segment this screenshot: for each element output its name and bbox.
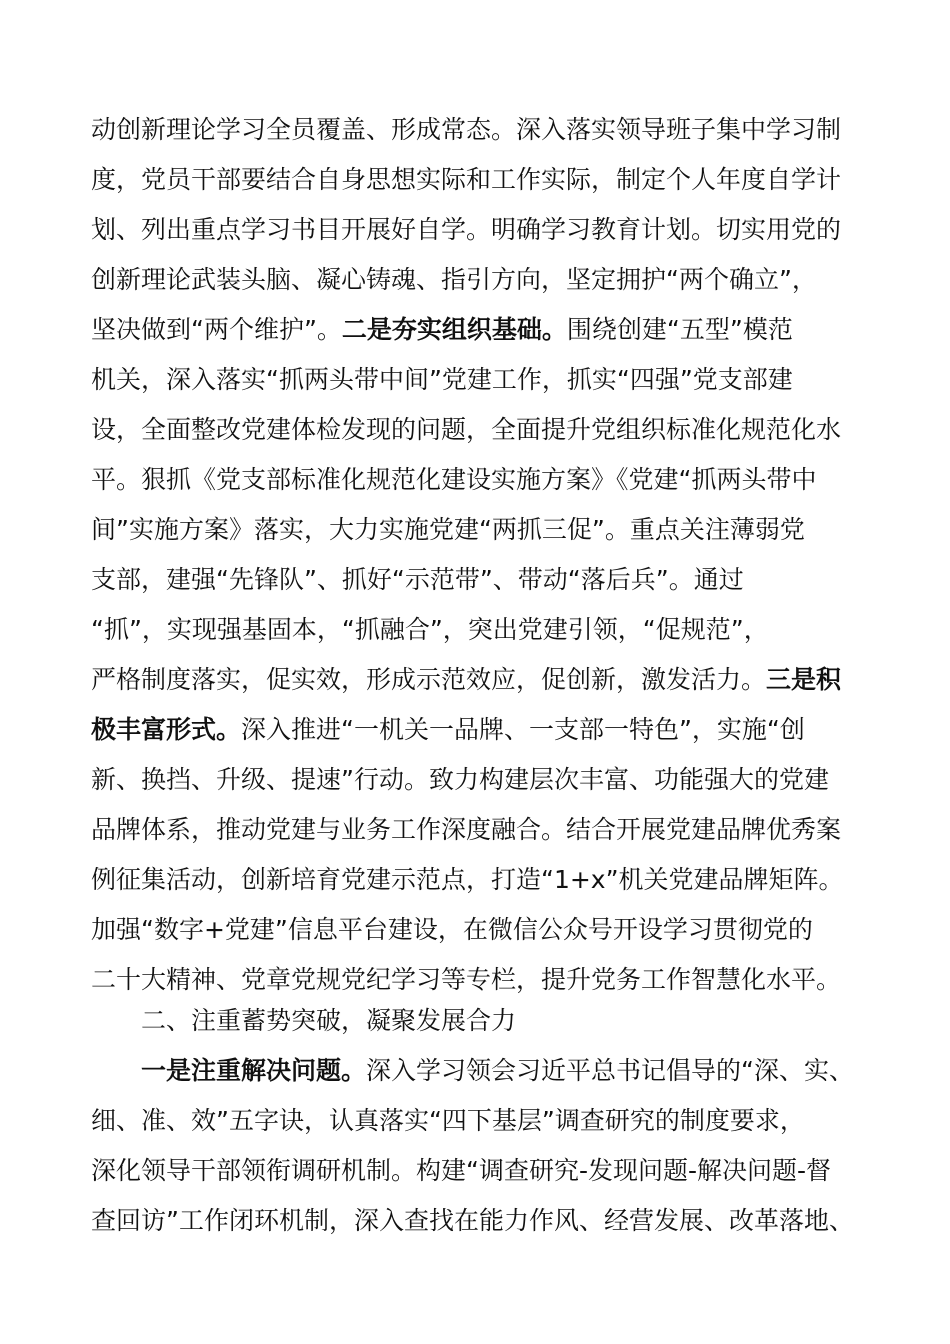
paragraph-line: 深化领导干部领衔调研机制。构建“调查研究-发现问题-解决问题-督 <box>91 1156 832 1185</box>
paragraph-line: 划、列出重点学习书目开展好自学。明确学习教育计划。切实用党的 <box>91 215 842 244</box>
paragraph-line: 度，党员干部要结合自身思想实际和工作实际，制定个人年度自学计 <box>91 165 842 194</box>
bold-heading-text: 三是积 <box>766 665 842 694</box>
bold-heading-text: 二是夯实组织基础。 <box>341 315 567 344</box>
section-heading: 二、注重蓄势突破，凝聚发展合力 <box>141 1006 517 1035</box>
paragraph-line: 新、换挡、升级、提速”行动。致力构建层次丰富、功能强大的党建 <box>91 765 829 794</box>
paragraph-line: 二十大精神、党章党规党纪学习等专栏，提升党务工作智慧化水平。 <box>91 965 842 994</box>
paragraph-line: 创新理论武装头脑、凝心铸魂、指引方向，坚定拥护“两个确立”， <box>91 265 817 294</box>
paragraph-line: 平。狠抓《党支部标准化规范化建设实施方案》《党建“抓两头带中 <box>91 465 817 494</box>
paragraph-line: 查回访”工作闭环机制，深入查找在能力作风、经营发展、改革落地、 <box>91 1206 854 1235</box>
paragraph-line: 动创新理论学习全员覆盖、形成常态。深入落实领导班子集中学习制 <box>91 115 842 144</box>
paragraph-line: 设，全面整改党建体检发现的问题，全面提升党组织标准化规范化水 <box>91 415 842 444</box>
paragraph-line: 例征集活动，创新培育党建示范点，打造“1+x”机关党建品牌矩阵。 <box>91 865 844 894</box>
paragraph-line: 细、准、效”五字诀，认真落实“四下基层”调查研究的制度要求， <box>91 1106 805 1135</box>
bold-heading-text: 一是注重解决问题。 <box>141 1056 367 1085</box>
paragraph-line: 品牌体系，推动党建与业务工作深度融合。结合开展党建品牌优秀案 <box>91 815 842 844</box>
paragraph-line: 一是注重解决问题。深入学习领会习近平总书记倡导的“深、实、 <box>141 1056 854 1085</box>
paragraph-line: 极丰富形式。深入推进“一机关一品牌、一支部一特色”，实施“创 <box>91 715 805 744</box>
bold-heading-text: 极丰富形式。 <box>91 715 242 744</box>
paragraph-line: 严格制度落实，促实效，形成示范效应，促创新，激发活力。三是积 <box>91 665 842 694</box>
paragraph-line: 间”实施方案》落实，大力实施党建“两抓三促”。重点关注薄弱党 <box>91 515 805 544</box>
paragraph-line: 加强“数字+党建”信息平台建设，在微信公众号开设学习贯彻党的 <box>91 915 813 944</box>
paragraph-line: 支部，建强“先锋队”、抓好“示范带”、带动“落后兵”。通过 <box>91 565 744 594</box>
paragraph-line: 坚决做到“两个维护”。二是夯实组织基础。围绕创建“五型”模范 <box>91 315 793 344</box>
paragraph-line: “抓”，实现强基固本，“抓融合”，突出党建引领，“促规范”， <box>91 615 769 644</box>
paragraph-line: 机关，深入落实“抓两头带中间”党建工作，抓实“四强”党支部建 <box>91 365 793 394</box>
